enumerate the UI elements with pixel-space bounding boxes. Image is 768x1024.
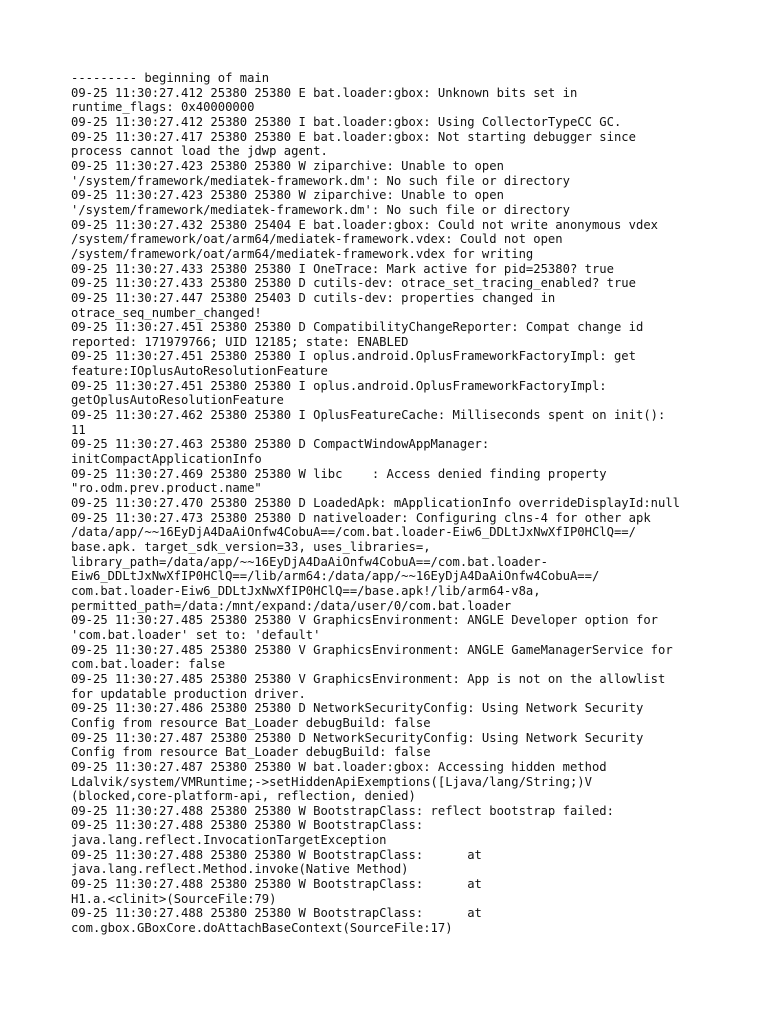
log-line: runtime_flags: 0x40000000 (71, 100, 255, 115)
log-line: com.gbox.GBoxCore.doAttachBaseContext(SourceFile:17) (71, 921, 453, 936)
log-line: 09-25 11:30:27.423 25380 25380 W ziparchive: Unable to open (71, 158, 504, 173)
log-line: /data/app/~~16EyDjA4DaAiOnfw4CobuA==/com.bat.loader-Eiw6_DDLtJxNwXfIP0HClQ==/ (71, 525, 636, 540)
log-line: 09-25 11:30:27.433 25380 25380 D cutils-dev: otrace_set_tracing_enabled? true (71, 276, 636, 291)
log-line: 09-25 11:30:27.488 25380 25380 W BootstrapClass: (71, 818, 424, 833)
log-line: (blocked,core-platform-api, reflection, denied) (71, 789, 416, 804)
log-line: java.lang.reflect.Method.invoke(Native Method) (71, 862, 409, 877)
log-line: 09-25 11:30:27.487 25380 25380 W bat.loader:gbox: Accessing hidden method (71, 759, 607, 774)
log-line: Config from resource Bat_Loader debugBuild: false (71, 715, 431, 730)
log-line: /system/framework/oat/arm64/mediatek-framework.vdex: Could not open (71, 232, 563, 247)
log-line: 09-25 11:30:27.462 25380 25380 I OplusFeatureCache: Milliseconds spent on init(): (71, 408, 666, 423)
log-line: 09-25 11:30:27.451 25380 25380 I oplus.android.OplusFrameworkFactoryImpl: get (71, 349, 636, 364)
log-line: 11 (71, 422, 86, 437)
log-line: 09-25 11:30:27.412 25380 25380 E bat.loader:gbox: Unknown bits set in (71, 85, 578, 100)
log-line: "ro.odm.prev.product.name" (71, 481, 262, 496)
log-line: 09-25 11:30:27.423 25380 25380 W ziparchive: Unable to open (71, 188, 504, 203)
log-line: reported: 171979766; UID 12185; state: ENABLED (71, 334, 409, 349)
log-line: 09-25 11:30:27.433 25380 25380 I OneTrace: Mark active for pid=25380? true (71, 261, 614, 276)
log-line: 09-25 11:30:27.463 25380 25380 D CompactWindowAppManager: (71, 437, 490, 452)
log-line: 09-25 11:30:27.451 25380 25380 I oplus.android.OplusFrameworkFactoryImpl: (71, 378, 607, 393)
log-line: 09-25 11:30:27.432 25380 25404 E bat.loader:gbox: Could not write anonymous vdex (71, 217, 658, 232)
log-line: com.bat.loader: false (71, 657, 226, 672)
log-line: 09-25 11:30:27.447 25380 25403 D cutils-dev: properties changed in (71, 290, 556, 305)
log-line: '/system/framework/mediatek-framework.dm': No such file or directory (71, 202, 570, 217)
log-line: Config from resource Bat_Loader debugBuild: false (71, 745, 431, 760)
log-line: 'com.bat.loader' set to: 'default' (71, 627, 321, 642)
log-line: 09-25 11:30:27.412 25380 25380 I bat.loader:gbox: Using CollectorTypeCC GC. (71, 114, 622, 129)
log-line: 09-25 11:30:27.485 25380 25380 V GraphicsEnvironment: App is not on the allowlist (71, 671, 666, 686)
log-line: 09-25 11:30:27.488 25380 25380 W BootstrapClass: at (71, 847, 482, 862)
log-line: 09-25 11:30:27.473 25380 25380 D nativeloader: Configuring clns-4 for other apk (71, 510, 651, 525)
log-line: 09-25 11:30:27.485 25380 25380 V GraphicsEnvironment: ANGLE Developer option for (71, 613, 658, 628)
log-line: com.bat.loader-Eiw6_DDLtJxNwXfIP0HClQ==/base.apk!/lib/arm64-v8a, (71, 583, 541, 598)
log-line: java.lang.reflect.InvocationTargetException (71, 833, 387, 848)
log-line: for updatable production driver. (71, 686, 306, 701)
log-line: feature:IOplusAutoResolutionFeature (71, 364, 328, 379)
log-line: 09-25 11:30:27.488 25380 25380 W BootstrapClass: reflect bootstrap failed: (71, 803, 614, 818)
log-line: 09-25 11:30:27.417 25380 25380 E bat.loader:gbox: Not starting debugger since (71, 129, 636, 144)
log-line: 09-25 11:30:27.451 25380 25380 D CompatibilityChangeReporter: Compat change id (71, 320, 644, 335)
log-line: --------- beginning of main (71, 71, 270, 85)
log-line: '/system/framework/mediatek-framework.dm': No such file or directory (71, 173, 570, 188)
log-line: 09-25 11:30:27.485 25380 25380 V GraphicsEnvironment: ANGLE GameManagerService for (71, 642, 673, 657)
log-line: 09-25 11:30:27.486 25380 25380 D NetworkSecurityConfig: Using Network Security (71, 701, 644, 716)
log-line: 09-25 11:30:27.488 25380 25380 W BootstrapClass: at (71, 877, 482, 892)
log-line: 09-25 11:30:27.470 25380 25380 D LoadedApk: mApplicationInfo overrideDisplayId:null (71, 496, 681, 511)
log-line: 09-25 11:30:27.469 25380 25380 W libc : Access denied finding property (71, 466, 607, 481)
log-line: permitted_path=/data:/mnt/expand:/data/user/0/com.bat.loader (71, 598, 512, 613)
log-line: 09-25 11:30:27.487 25380 25380 D NetworkSecurityConfig: Using Network Security (71, 730, 644, 745)
log-line: Eiw6_DDLtJxNwXfIP0HClQ==/lib/arm64:/data/app/~~16EyDjA4DaAiOnfw4CobuA==/ (71, 569, 600, 584)
log-line: otrace_seq_number_changed! (71, 305, 262, 320)
log-line: /system/framework/oat/arm64/mediatek-framework.vdex for writing (71, 246, 534, 261)
log-line: H1.a.<clinit>(SourceFile:79) (71, 891, 277, 906)
log-line: library_path=/data/app/~~16EyDjA4DaAiOnfw4CobuA==/com.bat.loader- (71, 554, 548, 569)
log-line: process cannot load the jdwp agent. (71, 144, 328, 159)
log-line: 09-25 11:30:27.488 25380 25380 W BootstrapClass: at (71, 906, 482, 921)
log-document (71, 71, 711, 936)
log-line: initCompactApplicationInfo (71, 452, 262, 467)
log-line: getOplusAutoResolutionFeature (71, 393, 284, 408)
log-line: base.apk. target_sdk_version=33, uses_libraries=, (71, 540, 431, 554)
log-line: Ldalvik/system/VMRuntime;->setHiddenApiExemptions([Ljava/lang/String;)V (71, 774, 592, 789)
